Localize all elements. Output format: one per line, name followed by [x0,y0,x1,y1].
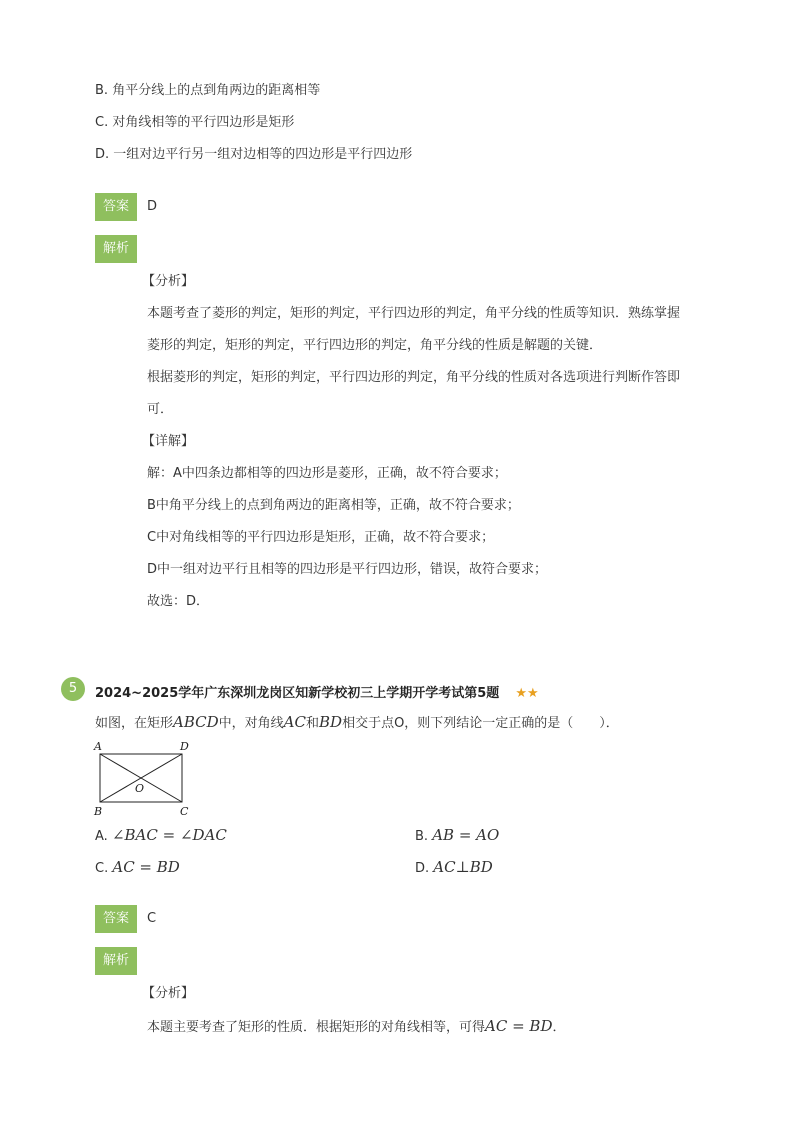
label-b: B [94,805,103,818]
option-text: 对角线相等的平行四边形是矩形 [112,115,295,130]
analysis-heading: 【分析】 [142,986,195,1001]
q5-option-c [95,858,180,878]
analysis-text [147,1017,566,1037]
stem-text: 中，对角线 [218,716,284,731]
analysis-sentence: 本题主要考查了矩形的性质．根据矩形的对角线相等，可得 [147,1020,486,1035]
question-source: 2024~2025学年广东深圳龙岗区知新学校初三上学期开学考试第5题 [95,686,500,701]
detail-heading: 【详解】 [142,434,195,449]
detail-text: D中一组对边平行且相等的四边形是平行四边形，错误，故符合要求； [147,562,548,577]
answer-value: D [147,199,158,214]
stem-text: 如图，在矩形 [95,716,174,731]
analysis-text: 可． [147,402,174,417]
answer-tag: 答案 [95,193,137,221]
option-math: AC = BD [112,858,180,876]
analysis-text: 本题考查了菱形的判定，矩形的判定，平行四边形的判定，角平分线的性质等知识．熟练掌握 [147,306,681,321]
analysis-end: ． [552,1020,566,1035]
question-stem [95,713,619,733]
label-c: C [180,805,189,818]
question-number-badge: 5 [61,677,85,701]
analysis-math: AC = BD [485,1017,553,1035]
option-b [95,82,320,100]
question-title [95,682,539,701]
difficulty-stars: ★★ [515,686,539,701]
answer-tag: 答案 [95,905,137,933]
stem-text: 相交于点O，则下列结论一定正确的是（ ）． [342,716,619,731]
q5-option-d [415,858,493,878]
detail-text: C中对角线相等的平行四边形是矩形，正确，故不符合要求； [147,530,495,545]
option-letter: C. [95,115,109,130]
option-d [95,146,412,164]
stem-text: 和 [305,716,319,731]
option-text: 一组对边平行另一组对边相等的四边形是平行四边形 [113,147,413,162]
option-c [95,114,294,132]
detail-text: 故选：D． [147,594,210,609]
analysis-heading: 【分析】 [142,274,195,289]
stem-math: ABCD [173,713,219,731]
label-a: A [94,740,102,753]
option-letter: A. [95,829,108,844]
option-math: AC⊥BD [433,858,493,876]
option-letter: B. [95,83,109,98]
option-letter: B. [415,829,429,844]
analysis-text: 菱形的判定，矩形的判定，平行四边形的判定，角平分线的性质是解题的关键． [147,338,603,353]
analysis-tag: 解析 [95,235,137,263]
analysis-tag: 解析 [95,947,137,975]
analysis-text: 根据菱形的判定，矩形的判定，平行四边形的判定，角平分线的性质对各选项进行判断作答即 [147,370,681,385]
option-math: ∠BAC = ∠DAC [111,826,227,844]
option-letter: D. [415,861,430,876]
option-letter: C. [95,861,109,876]
option-math: AB = AO [432,826,500,844]
detail-text: 解：A中四条边都相等的四边形是菱形，正确，故不符合要求； [147,466,507,481]
q5-option-b [415,826,499,846]
option-letter: D. [95,147,110,162]
q5-option-a [95,826,227,846]
rectangle-diagram [92,738,202,822]
label-o: O [135,782,145,795]
stem-math: BD [319,713,343,731]
label-d: D [180,740,189,753]
answer-value: C [147,911,157,926]
option-text: 角平分线上的点到角两边的距离相等 [112,83,321,98]
detail-text: B中角平分线上的点到角两边的距离相等，正确，故不符合要求； [147,498,520,513]
stem-math: AC [283,713,306,731]
